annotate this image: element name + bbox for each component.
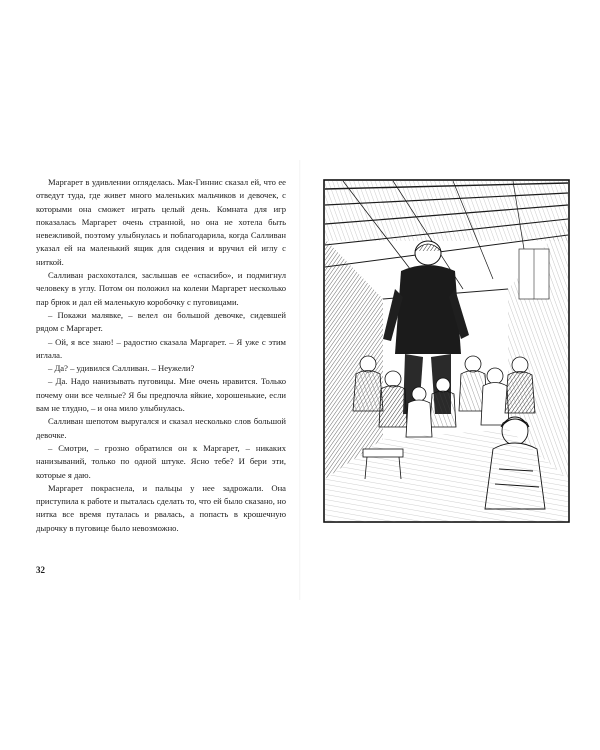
paragraph: – Смотри, – грозно обратился он к Маргарет, – никаких нанизываний, только по одной штуке. Ясно тебе? И бери эти, которые я даю. bbox=[36, 442, 286, 480]
paragraph: – Да? – удивился Салливан. – Неужели? bbox=[48, 363, 195, 374]
paragraph: Маргарет в удивлении огляделась. Мак-Гиннис сказал ей, что ее отведут туда, где живет много маленьких мальчиков и девочек, с которыми она сможет играть целый день. Комната для игр показалась Маргарет очень странной, но она не хотела быть невежливой, поэтому улыбнулась и поблагодарила, когда Салливан указал ей на маленький ящик для сидения и вручил ей иглу с ниткой. bbox=[36, 177, 286, 267]
page-gutter bbox=[299, 160, 301, 600]
paragraph: – Покажи малявке, – велел он большой девочке, сидевшей рядом с Маргарет. bbox=[36, 309, 286, 334]
left-page-text bbox=[36, 176, 286, 535]
paragraph: Салливан шепотом выругался и сказал несколько слов большой девочке. bbox=[36, 416, 286, 440]
paragraph: – Ой, я все знаю! – радостно сказала Маргарет. – Я уже с этим иглала. bbox=[36, 336, 286, 360]
paragraph: Маргарет покраснела, и пальцы у нее задрожали. Она приступила к работе и пыталась сделать то, что ей было сказано, но нитка все время путалась и рвалась, а попасть в крошечную дырочку в пуговице было невозможно. bbox=[36, 482, 286, 533]
paragraph: – Да. Надо нанизывать пуговицы. Мне очень нравится. Только почему они все челные? Я бы предпочла яйкие, хорошенькие, если вам не тлудно, – и она мило улыбнулась. bbox=[36, 376, 286, 414]
paragraph: Салливан расхохотался, заслышав ее «спасибо», и подмигнул человеку в углу. Потом он положил на колени Маргарет несколько пар брюк и дал ей маленькую коробочку с пуговицами. bbox=[36, 270, 286, 307]
page-number: 32 bbox=[36, 565, 45, 575]
sweatshop-scene-illustration bbox=[323, 179, 570, 523]
